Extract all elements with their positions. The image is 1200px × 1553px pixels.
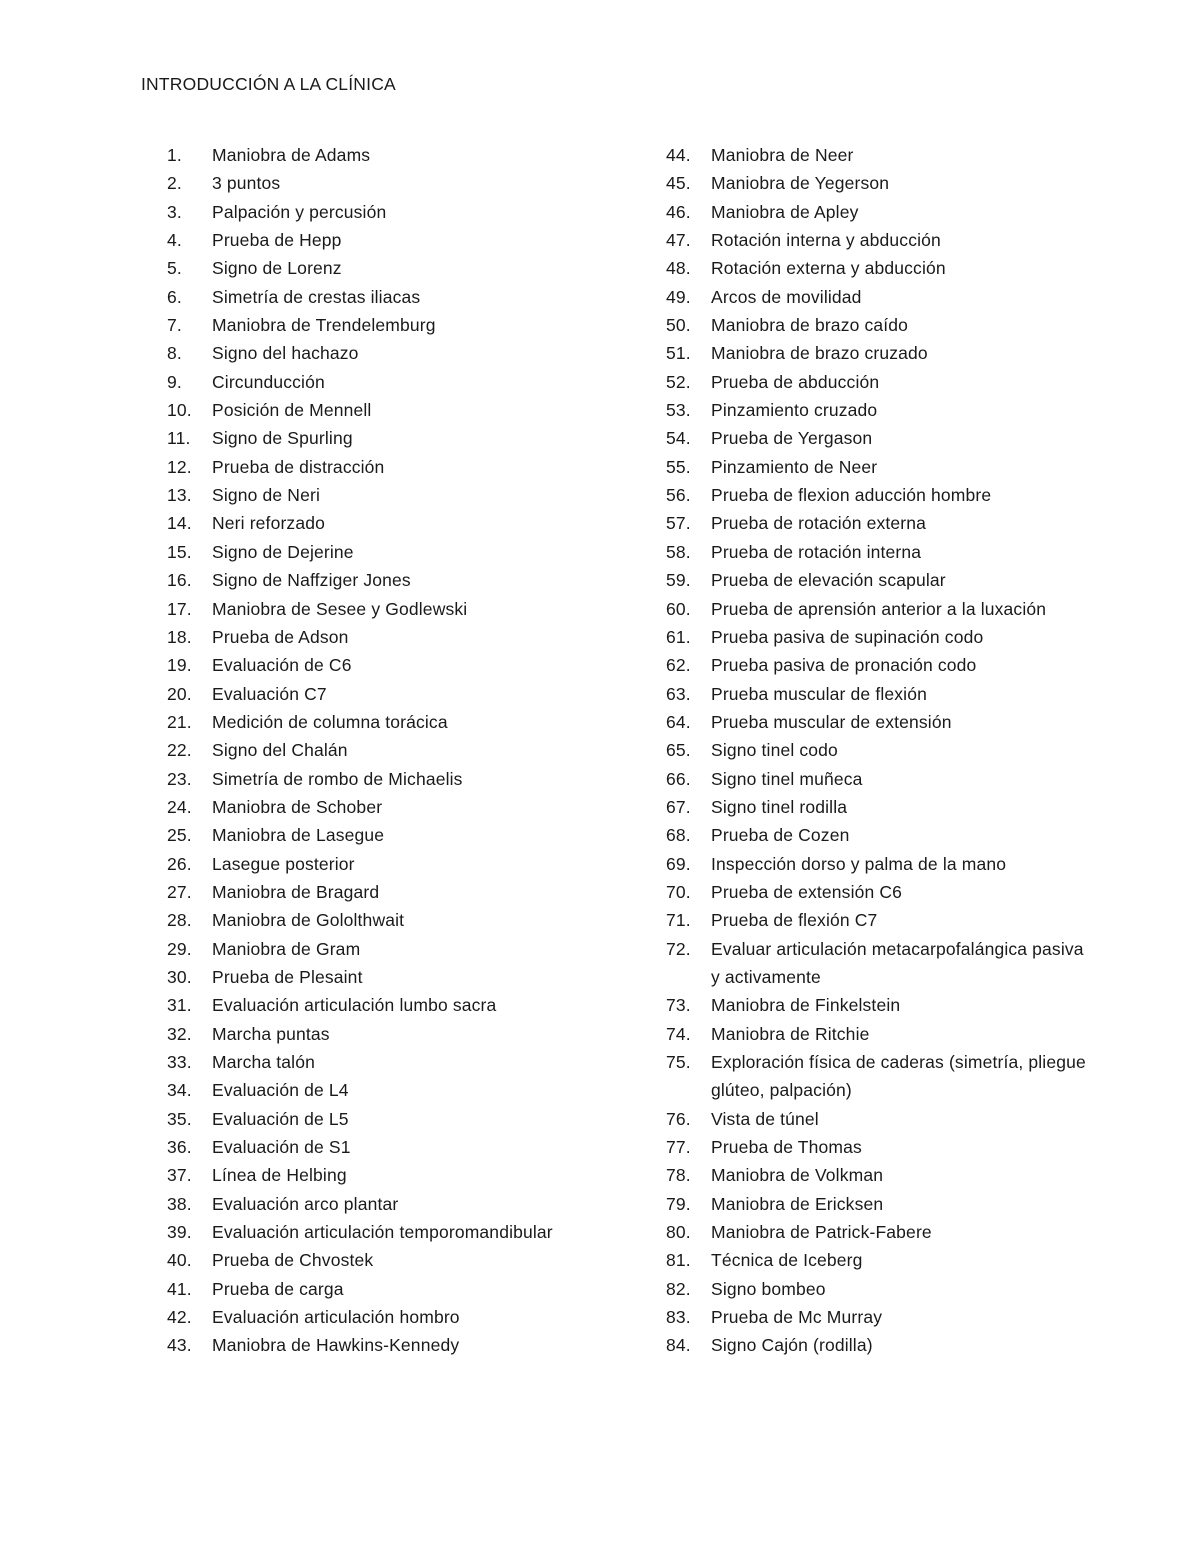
list-item	[666, 850, 1086, 878]
list-item	[666, 198, 1086, 226]
list-item	[167, 1303, 637, 1331]
item-text: Prueba de Mc Murray	[711, 1307, 883, 1328]
item-number: 46.	[666, 201, 691, 222]
item-text: Línea de Helbing	[212, 1165, 347, 1186]
item-text: Prueba muscular de extensión	[711, 711, 952, 732]
item-text: Prueba pasiva de pronación codo	[711, 655, 977, 676]
item-text: Signo de Lorenz	[212, 258, 342, 279]
list-item	[167, 1048, 637, 1076]
list-item	[666, 141, 1086, 169]
item-number: 3.	[167, 201, 182, 222]
list-item	[666, 680, 1086, 708]
item-text: Maniobra de Neer	[711, 145, 854, 165]
item-text: Evaluación C7	[212, 683, 327, 704]
item-text: Maniobra de Yegerson	[711, 173, 890, 194]
item-text: Prueba pasiva de supinación codo	[711, 626, 984, 647]
item-text: Prueba de rotación interna	[711, 541, 922, 562]
list-item	[167, 1076, 637, 1104]
item-text: Maniobra de Sesee y Godlewski	[212, 598, 468, 619]
item-number: 70.	[666, 881, 691, 902]
item-text: Simetría de crestas iliacas	[212, 286, 421, 307]
item-text: Maniobra de Gram	[212, 938, 361, 959]
list-item	[666, 1246, 1086, 1274]
item-text: Signo tinel rodilla	[711, 796, 848, 817]
item-number: 31.	[167, 995, 192, 1016]
item-text: Evaluación articulación temporomandibular	[212, 1222, 553, 1243]
item-number: 43.	[167, 1335, 192, 1356]
item-number: 32.	[167, 1023, 192, 1044]
item-number: 39.	[167, 1222, 192, 1243]
list-item	[167, 793, 637, 821]
list-item	[167, 311, 637, 339]
item-number: 69.	[666, 853, 691, 874]
list-item	[666, 481, 1086, 509]
list-item	[167, 850, 637, 878]
item-text: Palpación y percusión	[212, 201, 387, 222]
item-text: Evaluación articulación lumbo sacra	[212, 995, 497, 1016]
item-text: Evaluar articulación metacarpofalángica pasiva y activamente	[711, 938, 1084, 987]
item-text: Maniobra de Patrick-Fabere	[711, 1222, 932, 1243]
item-text: Signo bombeo	[711, 1278, 826, 1299]
item-text: Marcha puntas	[212, 1023, 330, 1044]
item-number: 16.	[167, 570, 192, 591]
item-number: 23.	[167, 768, 192, 789]
list-item	[666, 793, 1086, 821]
list-item	[666, 1105, 1086, 1133]
list-item	[167, 963, 637, 991]
item-text: Prueba de extensión C6	[711, 881, 903, 902]
item-text: Evaluación de L5	[212, 1108, 349, 1129]
item-number: 15.	[167, 541, 192, 562]
item-text: Signo tinel codo	[711, 740, 838, 761]
item-text: Signo del hachazo	[212, 343, 359, 364]
item-number: 75.	[666, 1052, 691, 1072]
list-item	[666, 736, 1086, 764]
item-text: Técnica de Iceberg	[711, 1250, 863, 1271]
item-number: 51.	[666, 343, 691, 364]
item-text: Prueba de Plesaint	[212, 966, 363, 987]
list-item	[167, 991, 637, 1019]
list-item	[167, 1020, 637, 1048]
item-text: Maniobra de Hawkins-Kennedy	[212, 1335, 460, 1356]
list-item	[666, 538, 1086, 566]
list-item	[666, 1218, 1086, 1246]
item-number: 64.	[666, 711, 691, 732]
item-number: 24.	[167, 796, 192, 817]
item-number: 57.	[666, 513, 691, 534]
list-item	[167, 283, 637, 311]
item-number: 33.	[167, 1052, 192, 1072]
list-item	[666, 1133, 1086, 1161]
item-text: Prueba de Thomas	[711, 1137, 862, 1158]
item-text: Evaluación de S1	[212, 1137, 351, 1158]
list-item	[167, 481, 637, 509]
list-item	[666, 623, 1086, 651]
item-number: 48.	[666, 258, 691, 279]
item-text: Maniobra de Ritchie	[711, 1023, 870, 1044]
right-column-list	[666, 141, 1086, 1360]
item-number: 72.	[666, 938, 691, 959]
item-number: 42.	[167, 1307, 192, 1328]
list-item	[167, 141, 637, 169]
item-number: 61.	[666, 626, 691, 647]
item-number: 2.	[167, 173, 182, 194]
list-item	[666, 368, 1086, 396]
list-item	[167, 198, 637, 226]
list-item	[167, 708, 637, 736]
list-item	[666, 339, 1086, 367]
list-item	[666, 1048, 1086, 1105]
item-text: Signo de Dejerine	[212, 541, 354, 562]
list-item	[666, 906, 1086, 934]
item-number: 40.	[167, 1250, 192, 1271]
item-number: 82.	[666, 1278, 691, 1299]
list-item	[167, 935, 637, 963]
item-text: Prueba de elevación scapular	[711, 570, 946, 591]
list-item	[666, 1161, 1086, 1189]
item-number: 79.	[666, 1193, 691, 1214]
item-text: Signo Cajón (rodilla)	[711, 1335, 873, 1356]
item-text: Evaluación de C6	[212, 655, 352, 676]
list-item	[167, 566, 637, 594]
list-item	[666, 878, 1086, 906]
item-number: 68.	[666, 825, 691, 846]
item-text: 3 puntos	[212, 173, 281, 194]
item-number: 77.	[666, 1137, 691, 1158]
list-item	[167, 680, 637, 708]
list-item	[666, 1303, 1086, 1331]
list-item	[666, 651, 1086, 679]
item-number: 84.	[666, 1335, 691, 1356]
item-text: Maniobra de Bragard	[212, 881, 380, 902]
list-item	[167, 1331, 637, 1359]
list-item	[666, 311, 1086, 339]
list-item	[666, 1190, 1086, 1218]
item-number: 8.	[167, 343, 182, 364]
item-number: 20.	[167, 683, 192, 704]
item-number: 78.	[666, 1165, 691, 1186]
item-number: 12.	[167, 456, 192, 477]
list-item	[167, 906, 637, 934]
item-number: 29.	[167, 938, 192, 959]
item-number: 44.	[666, 145, 691, 165]
item-number: 5.	[167, 258, 182, 279]
item-text: Maniobra de brazo cruzado	[711, 343, 928, 364]
item-number: 21.	[167, 711, 192, 732]
item-text: Maniobra de Volkman	[711, 1165, 884, 1186]
item-text: Pinzamiento cruzado	[711, 400, 878, 421]
item-text: Prueba de aprensión anterior a la luxación	[711, 598, 1047, 619]
list-item	[167, 226, 637, 254]
item-number: 34.	[167, 1080, 192, 1101]
item-number: 76.	[666, 1108, 691, 1129]
item-text: Prueba de Yergason	[711, 428, 873, 449]
item-number: 56.	[666, 485, 691, 506]
item-number: 10.	[167, 400, 192, 421]
item-number: 45.	[666, 173, 691, 194]
item-text: Inspección dorso y palma de la mano	[711, 853, 1007, 874]
item-text: Signo de Neri	[212, 485, 320, 506]
item-number: 47.	[666, 230, 691, 251]
list-item	[167, 1246, 637, 1274]
item-number: 28.	[167, 910, 192, 931]
item-text: Circunducción	[212, 371, 325, 392]
list-item	[666, 595, 1086, 623]
list-item	[666, 821, 1086, 849]
item-text: Signo tinel muñeca	[711, 768, 863, 789]
list-item	[666, 226, 1086, 254]
list-item	[666, 1020, 1086, 1048]
list-item	[666, 1331, 1086, 1359]
item-number: 71.	[666, 910, 691, 931]
item-number: 14.	[167, 513, 192, 534]
list-item	[167, 509, 637, 537]
list-item	[666, 991, 1086, 1019]
item-number: 26.	[167, 853, 192, 874]
list-item	[666, 935, 1086, 992]
left-column-list	[167, 141, 637, 1360]
item-number: 19.	[167, 655, 192, 676]
item-text: Signo de Naffziger Jones	[212, 570, 411, 591]
item-text: Prueba de abducción	[711, 371, 880, 392]
item-text: Prueba de distracción	[212, 456, 385, 477]
list-item	[167, 169, 637, 197]
item-text: Prueba de Adson	[212, 626, 349, 647]
list-item	[167, 623, 637, 651]
list-item	[167, 254, 637, 282]
item-number: 74.	[666, 1023, 691, 1044]
item-text: Posición de Mennell	[212, 400, 372, 421]
item-number: 18.	[167, 626, 192, 647]
list-item	[666, 566, 1086, 594]
item-text: Rotación externa y abducción	[711, 258, 946, 279]
item-text: Medición de columna torácica	[212, 711, 448, 732]
list-item	[666, 708, 1086, 736]
list-item	[167, 1275, 637, 1303]
list-item	[666, 765, 1086, 793]
item-text: Rotación interna y abducción	[711, 230, 941, 251]
item-text: Prueba de rotación externa	[711, 513, 927, 534]
list-item	[167, 1161, 637, 1189]
page-title: INTRODUCCIÓN A LA CLÍNICA	[141, 74, 396, 94]
item-number: 63.	[666, 683, 691, 704]
item-text: Neri reforzado	[212, 513, 325, 534]
item-text: Maniobra de Finkelstein	[711, 995, 901, 1016]
list-item	[167, 368, 637, 396]
list-item	[167, 453, 637, 481]
item-text: Maniobra de Ericksen	[711, 1193, 884, 1214]
item-text: Signo del Chalán	[212, 740, 348, 761]
item-text: Maniobra de Schober	[212, 796, 383, 817]
item-text: Maniobra de Apley	[711, 201, 859, 222]
item-text: Maniobra de Adams	[212, 145, 371, 165]
list-item	[167, 538, 637, 566]
item-text: Maniobra de brazo caído	[711, 315, 909, 336]
item-text: Prueba de carga	[212, 1278, 344, 1299]
item-text: Arcos de movilidad	[711, 286, 862, 307]
item-number: 13.	[167, 485, 192, 506]
list-item	[167, 651, 637, 679]
item-number: 60.	[666, 598, 691, 619]
item-number: 52.	[666, 371, 691, 392]
item-text: Vista de túnel	[711, 1108, 819, 1129]
list-item	[167, 1105, 637, 1133]
item-number: 27.	[167, 881, 192, 902]
item-number: 17.	[167, 598, 192, 619]
item-number: 41.	[167, 1278, 192, 1299]
list-item	[666, 396, 1086, 424]
item-text: Pinzamiento de Neer	[711, 456, 878, 477]
item-text: Signo de Spurling	[212, 428, 353, 449]
item-number: 53.	[666, 400, 691, 421]
item-number: 11.	[167, 428, 191, 449]
list-item	[167, 1218, 637, 1246]
list-item	[167, 424, 637, 452]
list-item	[167, 1190, 637, 1218]
item-number: 38.	[167, 1193, 192, 1214]
list-item	[666, 254, 1086, 282]
item-number: 22.	[167, 740, 192, 761]
item-number: 9.	[167, 371, 182, 392]
item-text: Exploración física de caderas (simetría, pliegue glúteo, palpación)	[711, 1052, 1086, 1101]
list-item	[666, 509, 1086, 537]
item-text: Prueba muscular de flexión	[711, 683, 927, 704]
item-number: 35.	[167, 1108, 192, 1129]
item-text: Maniobra de Trendelemburg	[212, 315, 436, 336]
item-number: 80.	[666, 1222, 691, 1243]
item-number: 1.	[167, 145, 182, 165]
list-item	[167, 821, 637, 849]
list-item	[666, 169, 1086, 197]
item-number: 65.	[666, 740, 691, 761]
item-text: Lasegue posterior	[212, 853, 355, 874]
item-number: 50.	[666, 315, 691, 336]
item-number: 55.	[666, 456, 691, 477]
list-item	[666, 453, 1086, 481]
item-text: Prueba de flexion aducción hombre	[711, 485, 992, 506]
item-number: 6.	[167, 286, 182, 307]
item-number: 4.	[167, 230, 182, 251]
list-item	[666, 283, 1086, 311]
item-text: Prueba de Chvostek	[212, 1250, 374, 1271]
list-item	[666, 1275, 1086, 1303]
item-number: 58.	[666, 541, 691, 562]
list-item	[167, 396, 637, 424]
item-number: 83.	[666, 1307, 691, 1328]
item-number: 62.	[666, 655, 691, 676]
item-number: 59.	[666, 570, 691, 591]
item-text: Prueba de Cozen	[711, 825, 850, 846]
item-text: Simetría de rombo de Michaelis	[212, 768, 463, 789]
item-number: 30.	[167, 966, 192, 987]
item-number: 37.	[167, 1165, 192, 1186]
list-item	[167, 1133, 637, 1161]
item-number: 36.	[167, 1137, 192, 1158]
list-item	[167, 765, 637, 793]
item-number: 66.	[666, 768, 691, 789]
item-text: Marcha talón	[212, 1052, 315, 1072]
item-number: 81.	[666, 1250, 691, 1271]
list-item	[167, 339, 637, 367]
item-number: 54.	[666, 428, 691, 449]
item-text: Evaluación arco plantar	[212, 1193, 399, 1214]
item-text: Maniobra de Gololthwait	[212, 910, 405, 931]
item-text: Prueba de flexión C7	[711, 910, 878, 931]
list-item	[167, 595, 637, 623]
list-item	[167, 878, 637, 906]
item-text: Prueba de Hepp	[212, 230, 342, 251]
item-text: Maniobra de Lasegue	[212, 825, 385, 846]
item-number: 67.	[666, 796, 691, 817]
list-item	[167, 736, 637, 764]
item-text: Evaluación de L4	[212, 1080, 349, 1101]
item-number: 7.	[167, 315, 182, 336]
item-number: 25.	[167, 825, 192, 846]
item-number: 49.	[666, 286, 691, 307]
item-number: 73.	[666, 995, 691, 1016]
item-text: Evaluación articulación hombro	[212, 1307, 460, 1328]
list-item	[666, 424, 1086, 452]
